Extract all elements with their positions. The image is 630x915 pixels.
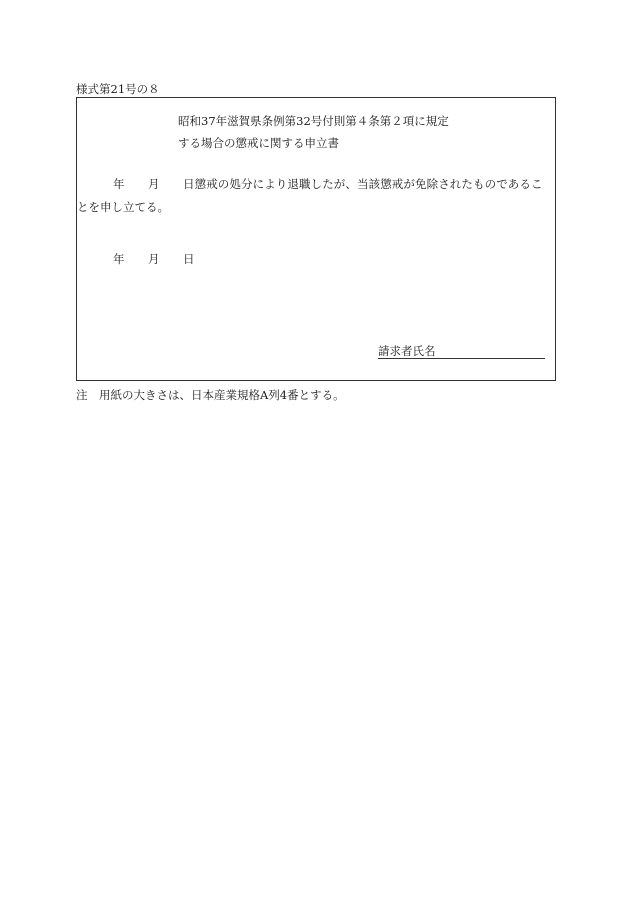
date-year-label: 年 — [113, 252, 125, 266]
form-number: 様式第21号の８ — [76, 82, 160, 96]
body-month-label: 月 — [148, 177, 160, 191]
form-title-line-1: 昭和37年滋賀県条例第32号付則第４条第２項に規定 — [178, 114, 449, 128]
form-title-line-2: する場合の懲戒に関する申立書 — [178, 136, 339, 150]
body-text-line-1: 日懲戒の処分により退職したが、当該懲戒が免除されたものであるこ — [183, 177, 543, 191]
applicant-name-underline — [378, 358, 545, 359]
paper-size-note: 注 用紙の大きさは、日本産業規格A列4番とする。 — [76, 388, 345, 402]
body-text-line-2: とを申し立てる。 — [77, 200, 169, 214]
date-day-label: 日 — [183, 252, 195, 266]
body-year-label: 年 — [113, 177, 125, 191]
applicant-name-label: 請求者氏名 — [378, 344, 436, 358]
date-month-label: 月 — [148, 252, 160, 266]
